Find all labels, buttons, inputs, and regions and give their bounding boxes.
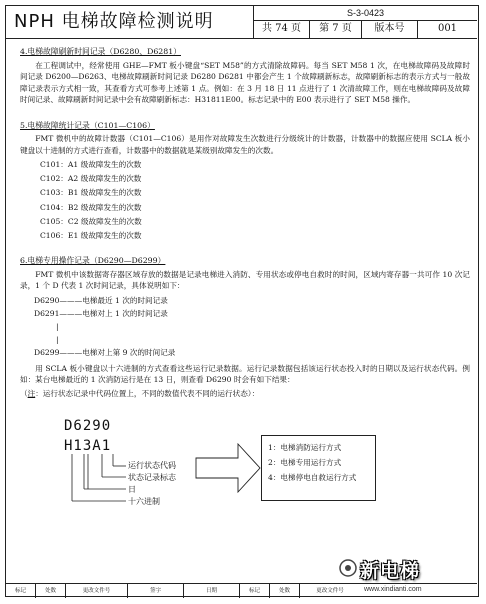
document-number: S-3-0423 — [254, 6, 477, 21]
footer-cell: 处数 — [36, 584, 66, 598]
page-number: 第 7 页 — [310, 20, 362, 38]
counter-list — [40, 158, 470, 243]
note-text: ：运行状态记录中代码位置上，不同的数值代表不同的运行状态）： — [35, 388, 260, 398]
document-title: NPH 电梯故障检测说明 — [6, 6, 254, 38]
legend-item: 2：电梯专用运行方式 — [268, 458, 342, 467]
arrow-icon — [194, 440, 264, 500]
watermark — [360, 556, 480, 600]
logo-icon — [338, 558, 358, 578]
watermark-url: www.xindianti.com — [364, 586, 422, 593]
list-item: C102：A2 级故障发生的次数 — [40, 174, 142, 184]
note: （注：运行状态记录中代码位置上，不同的数值代表不同的运行状态）： — [20, 388, 260, 398]
label-day: 日 — [128, 485, 136, 494]
register-continuation: | — [56, 321, 59, 331]
label-status-flag: 状态记录标志 — [128, 473, 176, 482]
list-item: C101：A1 级故障发生的次数 — [40, 160, 142, 169]
label-hex: 十六进制 — [128, 497, 160, 506]
register-line: D6291———电梯对上 1 次的时间记录 — [34, 308, 168, 318]
footer-cell: 标记 — [6, 584, 36, 598]
version-label: 版本号 — [362, 20, 418, 38]
document-body — [20, 44, 470, 399]
diagram-register: D6290 — [64, 418, 112, 434]
register-diagram — [64, 418, 404, 540]
label-status-code: 运行状态代码 — [128, 461, 176, 470]
document-header — [6, 6, 477, 39]
list-item: C104：B2 级故障发生的次数 — [40, 202, 142, 212]
version-number: 001 — [437, 23, 458, 34]
note-mark: 注 — [27, 388, 36, 398]
list-item: C103：B1 级故障发生的次数 — [40, 188, 142, 198]
legend-item: 1：电梯消防运行方式 — [268, 443, 342, 452]
section-5-title: 5.电梯故障统计记录（C101—C106） — [20, 120, 155, 130]
footer-cell: 处数 — [270, 584, 300, 598]
footer-cell: 标记 — [240, 584, 270, 598]
footer-cell: 签字 — [128, 584, 184, 598]
footer-cell: 日期 — [184, 584, 240, 598]
section-4-title: 4.电梯故障刷新时间记录（D6280、D6281） — [20, 47, 181, 56]
watermark-logo: 新电梯 — [360, 560, 421, 582]
register-line: D6299———电梯对上第 9 次的时间记录 — [34, 347, 176, 357]
diagram-value: H13A1 — [64, 438, 112, 454]
status-code-legend — [261, 435, 376, 501]
list-item: C106：E1 级故障发生的次数 — [40, 231, 142, 241]
footer-cell: 更改文件号 — [316, 588, 344, 594]
section-4-paragraph: 在工程调试中，经常使用 GHE—FMT 板小键盘“SET M58”的方式清除故障码。每当 SET M58 1 次，在电梯故障码及故障时间记录 D6200—D6263、电梯故障刷新时间记录 D6280 D6281 中都会产生 1 个故障刷新标志，故障刷新标志的表示方式与一般故障记录表示方式相一致，其查看方式可参考上述第 1 点。例如：在 3 月 18 日 11 点进行了 1 次清故障工作，则在电梯故障码及故障时间记录、故障刷新时间记录中会有故障刷新标志：H31811E00。标志记录中的 E00 表示进行了 SET M58 操作。 — [20, 60, 470, 104]
register-line: D6290———电梯最近 1 次的时间记录 — [34, 295, 168, 305]
total-pages: 共 74 页 — [254, 20, 310, 38]
list-item: C105：C2 级故障发生的次数 — [40, 216, 142, 226]
section-6-paragraph-1: FMT 微机中该数据寄存器区域存放的数据是记录电梯进入消防、专用状态或停电自救时的时间，区域内寄存器一共可作 10 次记录，1 个 D 代表 1 次时间记录，具体说明如下： — [20, 269, 470, 291]
footer-cell: 更改文件号 — [66, 584, 128, 598]
section-6-title: 6.电梯专用操作记录（D6290—D6299） — [20, 256, 166, 266]
section-6-paragraph-2: 用 SCLA 板小键盘以十六进制的方式查看这些运行记录数据。运行记录数据包括该运行状态投入时的日期以及运行状态代码。例如：某台电梯最近的 1 次消防运行是在 13 日，则查看 D6290 时会有如下结果： — [20, 363, 470, 385]
section-5-paragraph: FMT 微机中的故障计数器（C101—C106）是用作对故障发生次数进行分级统计的计数器，计数器中的数据应使用 SCLA 板小键盘以十进制的方式进行查看，计数器中的数据就是某级别故障发生的次数。 — [20, 134, 470, 155]
document-page — [5, 5, 479, 597]
legend-item: 4：电梯停电自救运行方式 — [268, 473, 357, 482]
register-continuation: | — [56, 334, 59, 344]
